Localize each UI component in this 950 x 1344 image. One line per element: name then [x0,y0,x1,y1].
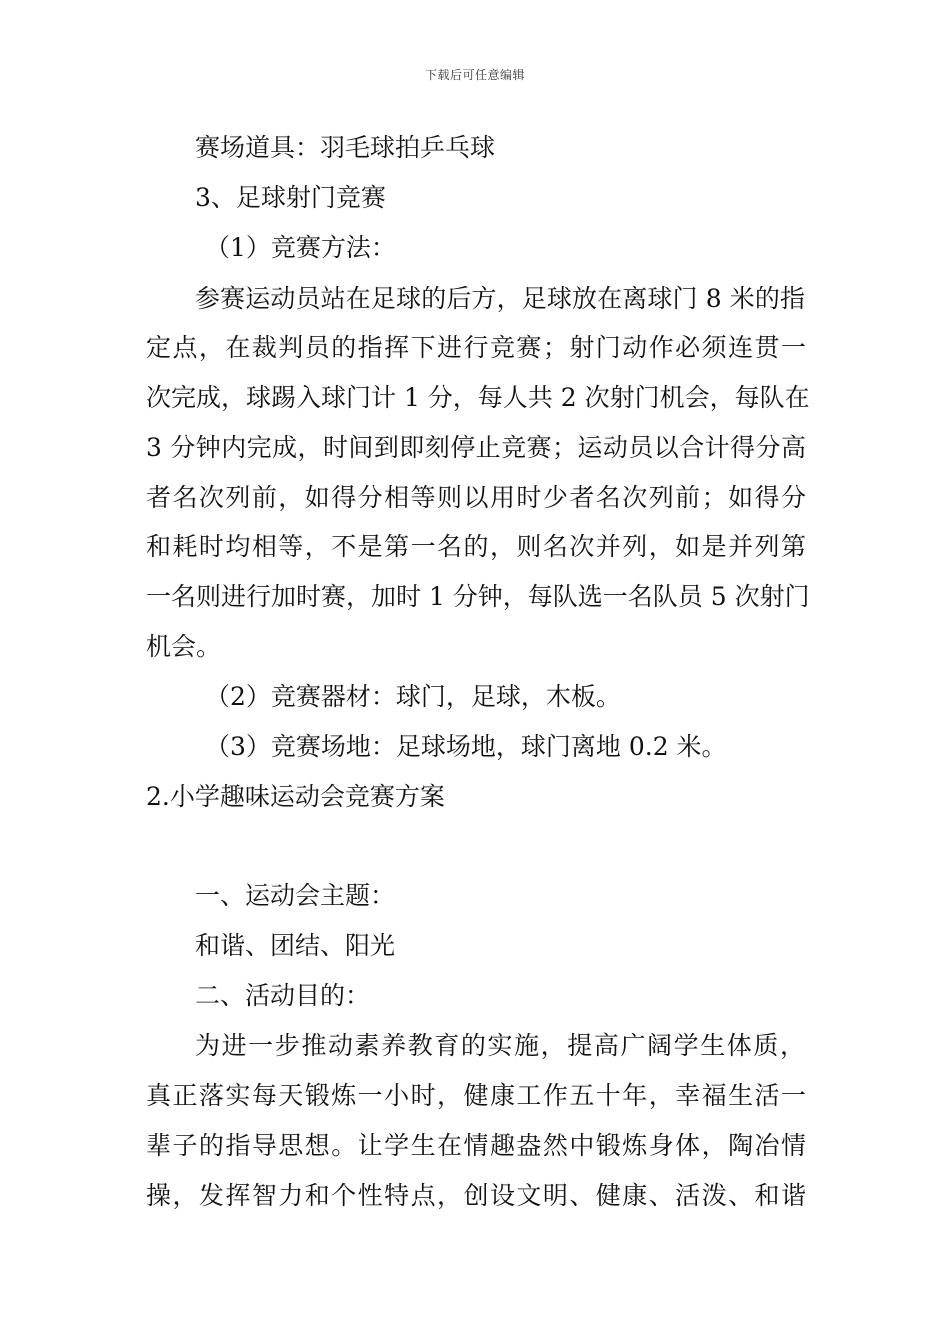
section-title: 2.小学趣味运动会竞赛方案 [146,782,445,811]
equipment-line: （2）竞赛器材：球门，足球，木板。 [205,682,621,711]
paragraph-line: 者名次列前，如得分相等则以用时少者名次列前；如得分 [146,483,806,512]
section-heading-football: 3、足球射门竞赛 [195,183,386,212]
paragraph-line: 真正落实每天锻炼一小时，健康工作五十年，幸福生活一 [146,1081,806,1110]
paragraph-line: 操，发挥智力和个性特点，创设文明、健康、活泼、和谐 [146,1181,806,1210]
paragraph-line: 一名则进行加时赛，加时 1 分钟，每队选一名队员 5 次射门 [146,582,810,611]
theme-text: 和谐、团结、阳光 [195,931,396,960]
subheading-method: （1）竞赛方法： [205,233,396,262]
page-header: 下载后可任意编辑 [424,68,525,82]
paragraph-line: 为进一步推动素养教育的实施，提高广阔学生体质， [195,1031,805,1060]
paragraph-line: 参赛运动员站在足球的后方，足球放在离球门 8 米的指 [195,284,805,313]
venue-line: （3）竞赛场地：足球场地，球门离地 0.2 米。 [205,732,727,761]
paragraph-line: 辈子的指导思想。让学生在情趣盎然中锻炼身体，陶冶情 [146,1131,806,1160]
venue-equipment-line: 赛场道具：羽毛球拍乒乓球 [195,133,496,162]
heading-purpose: 二、活动目的： [195,981,371,1010]
paragraph-line: 和耗时均相等，不是第一名的，则名次并列，如是并列第 [146,532,806,561]
paragraph-line: 3 分钟内完成，时间到即刻停止竞赛；运动员以合计得分高 [146,433,806,462]
paragraph-line: 机会。 [146,632,222,661]
heading-theme: 一、运动会主题： [195,881,396,910]
paragraph-line: 次完成，球踢入球门计 1 分，每人共 2 次射门机会，每队在 [146,383,810,412]
paragraph-line: 定点，在裁判员的指挥下进行竞赛；射门动作必须连贯一 [146,333,806,362]
